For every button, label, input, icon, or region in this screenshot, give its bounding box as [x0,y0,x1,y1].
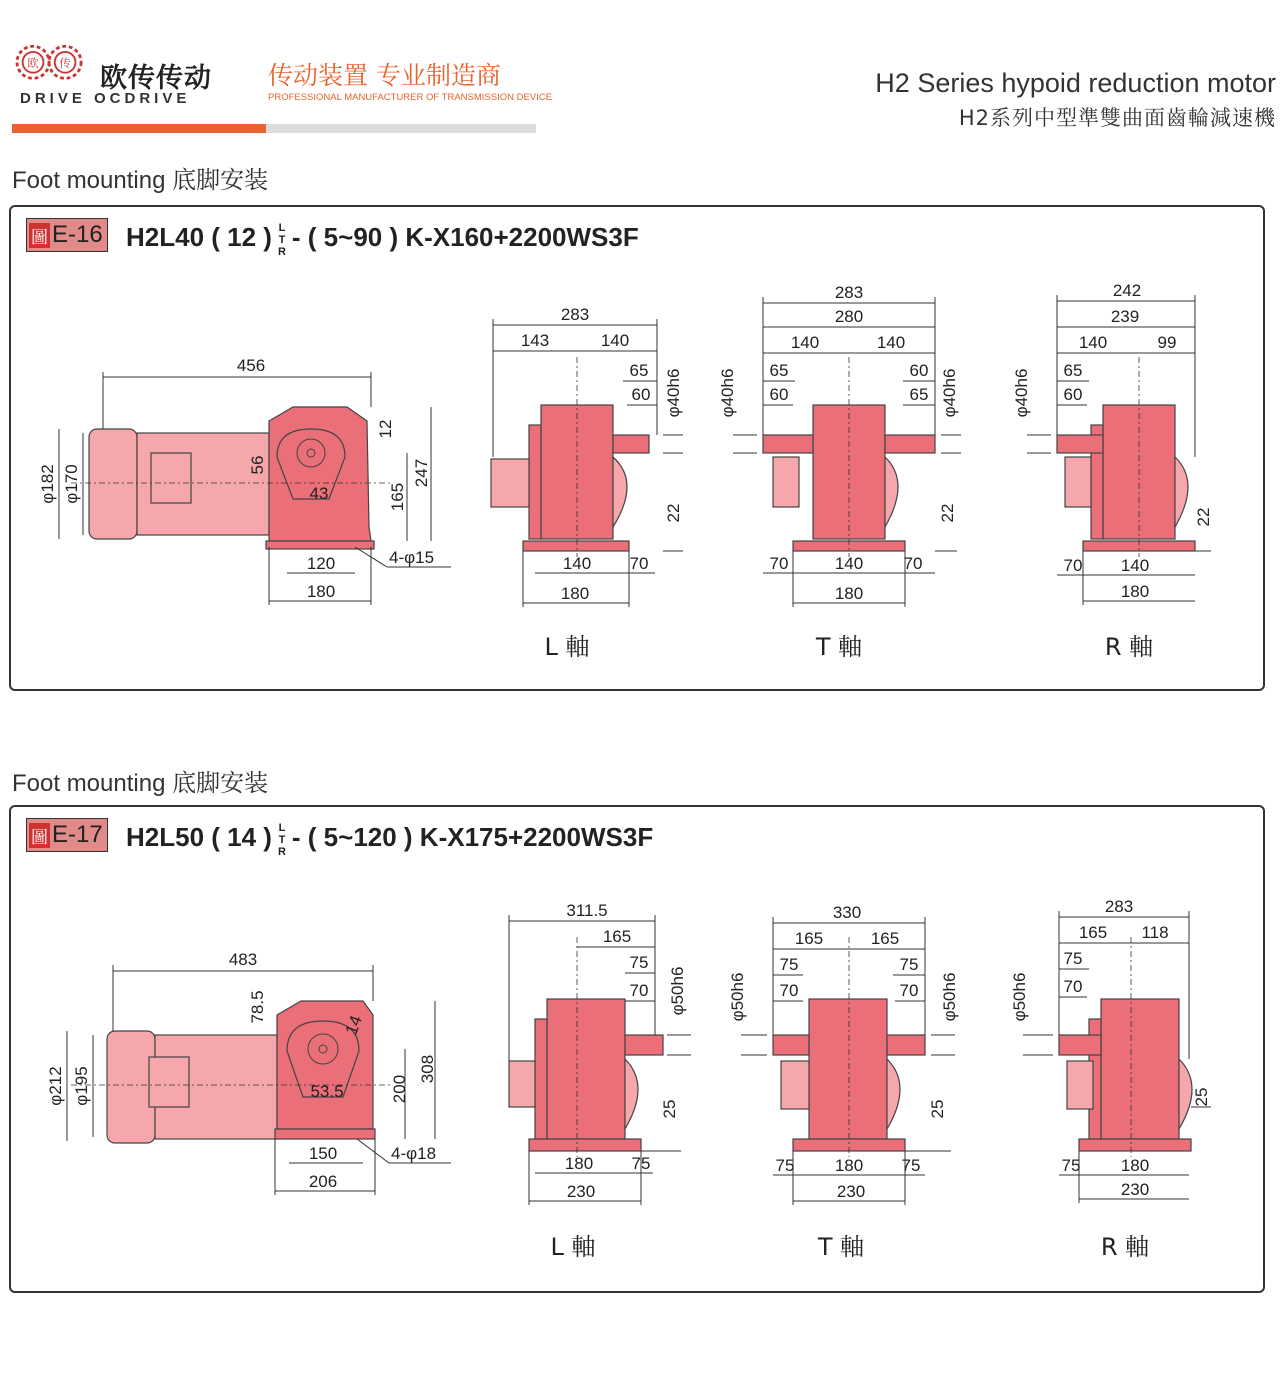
dim-w-right: 140 [876,333,906,352]
dim-shaft-left: φ50h6 [728,972,747,1022]
dim-s1: 65 [1063,361,1083,380]
dim-w-total: 242 [1112,281,1142,300]
l-shaft-view [491,305,683,661]
section-heading: Foot mounting 底脚安装 [12,167,269,194]
model-code-b: - ( 5~120 ) K-X175+2200WS3F [291,821,654,852]
brand-name-cn: 欧传传动 [100,63,212,93]
dim-s2-left: 60 [769,385,789,404]
dim-s2-right: 70 [899,981,919,1000]
dim-b3: 230 [836,1182,866,1201]
dim-206: 206 [308,1172,338,1191]
dim-w-right: 165 [602,927,632,946]
tagline-en: PROFESSIONAL MANUFACTURER OF TRANSMISSION DEVICE [268,92,552,103]
dim-s1-left: 75 [779,955,799,974]
t-shaft-view [728,903,959,1261]
dim-b3: 230 [1120,1180,1150,1199]
dim-w-total: 330 [832,903,862,922]
tagline-cn: 传动装置 专业制造商 [268,61,501,90]
dim-200: 200 [390,1074,409,1104]
dim-w-right: 165 [870,929,900,948]
dim-w-inner: 280 [834,307,864,326]
dim-s1-right: 60 [909,361,929,380]
dim-b0: 75 [1061,1156,1081,1175]
dim-shaft: φ50h6 [668,966,687,1016]
terminal-box [151,453,191,503]
shaft-option: L [278,822,286,834]
dim-w-inner: 239 [1110,307,1140,326]
gearbox-foot [266,541,374,549]
drawing-panel [9,205,1265,691]
dim-b1: 140 [1120,556,1150,575]
dim-shaft-left: φ40h6 [718,368,737,418]
dim-inner-dia: φ170 [62,464,81,504]
shaft-option: T [278,234,286,246]
section-heading: Foot mounting 底脚安装 [12,770,269,797]
dim-inner-dia: φ195 [72,1066,91,1106]
figure-id: E-17 [52,821,103,848]
dim-h: 25 [1192,1087,1211,1107]
logo-char-1: 欧 [27,57,39,70]
dim-b1: 180 [564,1154,594,1173]
output-shaft [613,435,649,453]
header-bar-accent [12,124,266,133]
dim-w-right: 118 [1141,923,1169,942]
dim-h: 22 [938,503,957,523]
dim-s1-right: 75 [899,955,919,974]
dim-s2: 60 [1063,385,1083,404]
dim-shaft-right: φ50h6 [940,972,959,1022]
shaft-option: R [277,246,286,258]
motor-fan-cover [89,429,137,539]
drawing-panel [9,805,1265,1293]
dim-b0: 70 [769,554,789,573]
dim-56: 56 [248,455,267,475]
dim-120: 120 [306,554,336,573]
shaft-option: R [277,846,286,858]
dim-14: 14 [341,1012,366,1038]
dim-s1: 75 [629,953,649,972]
header-bar-gray [266,124,536,133]
brand-name-en: DRIVE OCDRIVE [20,90,191,107]
dim-shaft: φ50h6 [1010,972,1029,1022]
dim-s2-right: 65 [909,385,929,404]
dim-w-total: 311.5 [566,901,608,920]
side-view [46,950,451,1195]
dim-s2-left: 70 [779,981,799,1000]
dim-b3: 230 [566,1182,596,1201]
dim-w-left: 165 [1078,923,1108,942]
dim-w-total: 283 [560,305,590,324]
dim-holes: 4-φ15 [389,548,435,567]
shaft-option: L [278,222,286,234]
dim-150: 150 [308,1144,338,1163]
dim-12: 12 [376,419,395,439]
dim-308: 308 [418,1054,437,1084]
dim-78-5: 78.5 [248,990,267,1024]
dim-b0: 75 [775,1156,795,1175]
dim-h: 25 [660,1099,679,1119]
gearbox-body [269,407,371,541]
dim-s1-left: 65 [769,361,789,380]
view-label: R 軸 [1100,1233,1150,1261]
logo-char-2: 传 [59,57,71,70]
figure-prefix: 圖 [29,223,50,248]
dim-length: 483 [228,950,258,969]
dim-b2: 70 [903,554,923,573]
dim-w-right: 140 [600,331,630,350]
r-shaft-view [1012,281,1213,661]
dim-w-right: 99 [1157,333,1177,352]
dim-length: 456 [236,356,266,375]
figure-prefix: 圖 [29,823,50,848]
dim-w-left: 140 [1078,333,1108,352]
dim-s1: 75 [1063,949,1083,968]
page-title-en: H2 Series hypoid reduction motor [875,68,1276,98]
page-title-cn: H2系列中型準雙曲面齒輪減速機 [958,106,1276,130]
dim-h: 25 [928,1099,947,1119]
dim-180: 180 [306,582,336,601]
dim-247: 247 [412,458,431,488]
dim-b1: 180 [1120,1156,1150,1175]
r-shaft-view [1010,897,1211,1261]
technical-drawing [11,807,1263,1291]
dim-b2: 75 [901,1156,921,1175]
dim-shaft-right: φ40h6 [940,368,959,418]
model-code-a: H2L40 ( 12 ) [126,221,272,252]
dim-outer-dia: φ182 [38,464,57,504]
dim-b3: 180 [834,584,864,603]
dim-165: 165 [388,482,407,512]
shaft-option: T [278,834,286,846]
model-code-a: H2L50 ( 14 ) [126,821,272,852]
dim-b1: 140 [834,554,864,573]
figure-id: E-16 [52,221,103,248]
dim-w-total: 283 [834,283,864,302]
t-shaft-view [718,283,961,661]
l-shaft-view [509,901,691,1261]
dim-b0: 70 [1063,556,1083,575]
dim-w-left: 140 [790,333,820,352]
dim-43: 43 [309,484,329,503]
dim-b2: 70 [629,554,649,573]
technical-drawing [11,207,1263,689]
dim-shaft: φ40h6 [1012,368,1031,418]
dim-b2: 75 [631,1154,651,1173]
dim-s2: 60 [631,385,651,404]
dim-w-total: 283 [1104,897,1134,916]
view-label: T 軸 [817,1233,865,1261]
view-label: L 軸 [550,1233,596,1261]
view-label: T 軸 [815,633,863,661]
gearbox-side [529,425,541,539]
dim-b3: 180 [1120,582,1150,601]
model-code-b: - ( 5~90 ) K-X160+2200WS3F [291,221,639,252]
view-label: R 軸 [1104,633,1154,661]
dim-53-5: 53.5 [310,1082,344,1101]
dim-w-left: 165 [794,929,824,948]
dim-shaft: φ40h6 [664,368,683,418]
dim-s2: 70 [629,981,649,1000]
dim-outer-dia: φ212 [46,1066,65,1106]
dim-s2: 70 [1063,977,1083,996]
dim-h: 22 [664,503,683,523]
gearbox-foot [523,541,629,551]
side-view [38,356,451,605]
dim-b1: 180 [834,1156,864,1175]
dim-h: 22 [1194,507,1213,527]
dim-s1: 65 [629,361,649,380]
dim-b1: 140 [562,554,592,573]
dim-holes: 4-φ18 [391,1144,437,1163]
dim-w-left: 143 [520,331,550,350]
dim-b3: 180 [560,584,590,603]
view-label: L 軸 [544,633,590,661]
